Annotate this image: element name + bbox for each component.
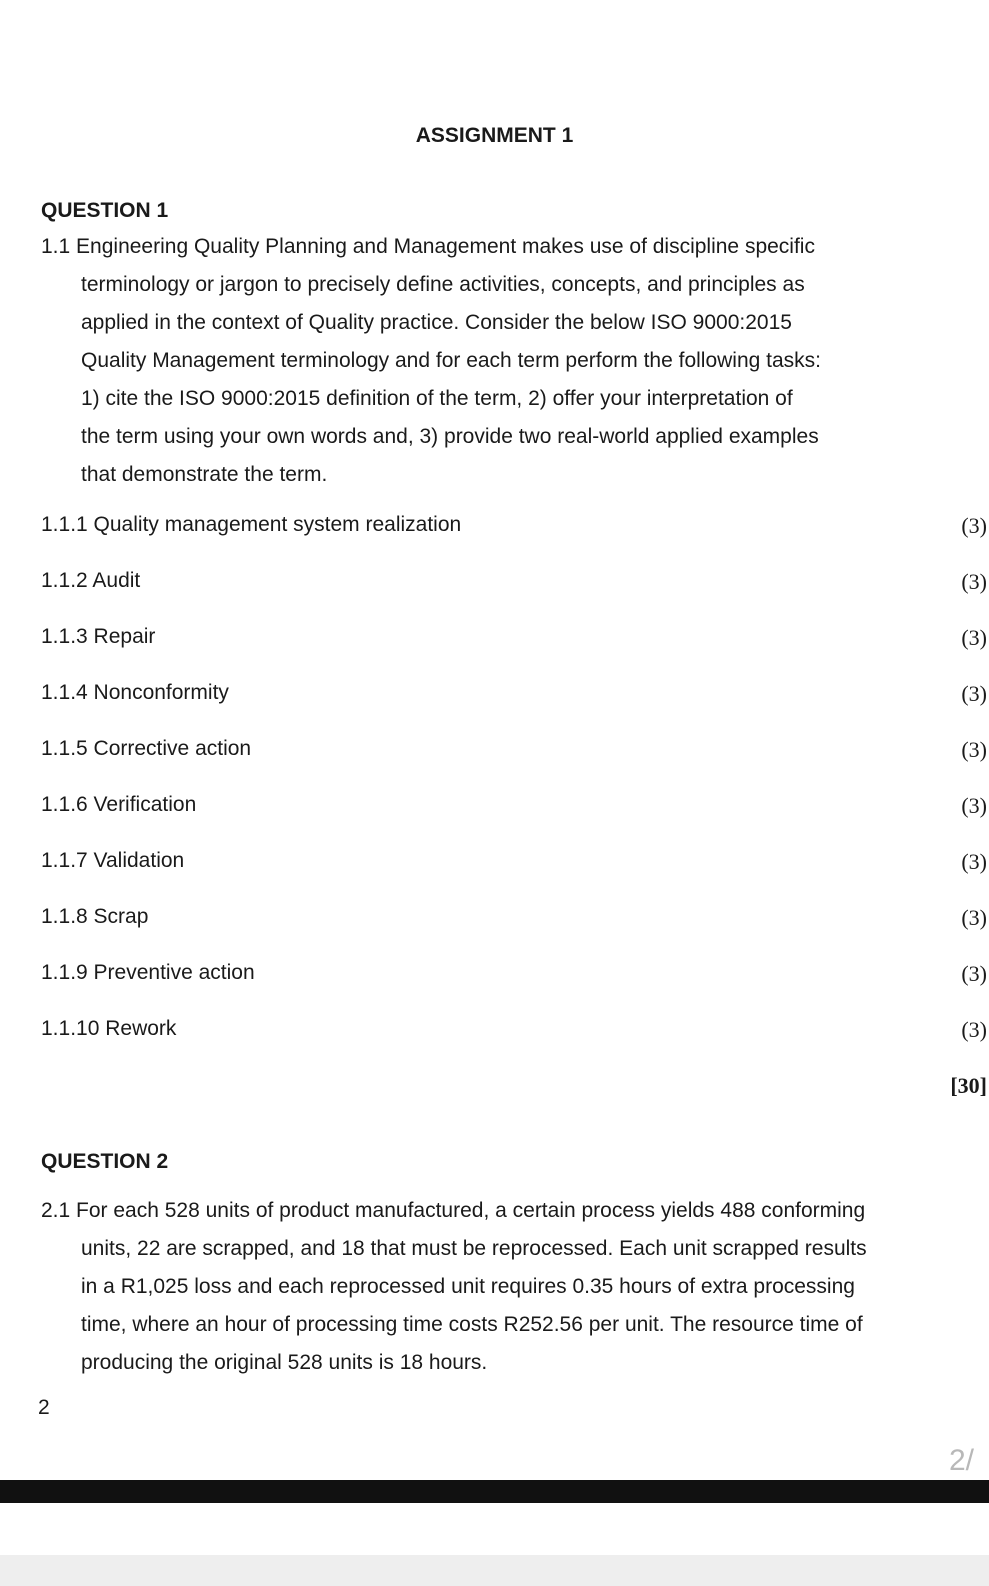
paragraph-line: applied in the context of Quality practice. Consider the below ISO 9000:2015 <box>81 311 792 334</box>
item-marks: (3) <box>961 1017 987 1042</box>
footer-strip <box>0 1555 989 1586</box>
item-marks: (3) <box>961 793 987 818</box>
item-label: 1.1.5 Corrective action <box>41 737 252 760</box>
paragraph-line: in a R1,025 loss and each reprocessed unit requires 0.35 hours of extra processing <box>81 1275 855 1298</box>
item-marks: (3) <box>961 849 987 874</box>
question-item <box>41 1017 987 1047</box>
paragraph-line: time, where an hour of processing time costs R252.56 per unit. The resource time of <box>81 1313 863 1336</box>
question-item <box>41 849 987 879</box>
question-number: 1.1 <box>41 235 71 258</box>
item-marks: (3) <box>961 961 987 986</box>
item-label: 1.1.1 Quality management system realization <box>41 513 462 536</box>
paragraph-line: units, 22 are scrapped, and 18 that must be reprocessed. Each unit scrapped results <box>81 1237 867 1260</box>
paragraph-line: 1.1 Engineering Quality Planning and Management makes use of discipline specific <box>41 235 815 258</box>
page-title: ASSIGNMENT 1 <box>415 124 574 147</box>
item-marks: (3) <box>961 905 987 930</box>
question-item <box>41 625 987 655</box>
question-item <box>41 681 987 711</box>
question-2-1-paragraph <box>41 1192 921 1382</box>
item-marks: (3) <box>961 569 987 594</box>
question-item <box>41 961 987 991</box>
paragraph-line: terminology or jargon to precisely define activities, concepts, and principles as <box>81 273 805 296</box>
item-label: 1.1.7 Validation <box>41 849 185 872</box>
item-marks: (3) <box>961 737 987 762</box>
paragraph-line: 1) cite the ISO 9000:2015 definition of the term, 2) offer your interpretation of <box>81 387 793 410</box>
question-item <box>41 793 987 823</box>
question-2-heading: QUESTION 2 <box>41 1150 169 1173</box>
item-label: 1.1.6 Verification <box>41 793 197 816</box>
paragraph-line: producing the original 528 units is 18 hours. <box>81 1351 488 1374</box>
question-item <box>41 569 987 599</box>
page-number: 2 <box>38 1396 50 1419</box>
question-item <box>41 737 987 767</box>
question-item <box>41 905 987 935</box>
item-label: 1.1.8 Scrap <box>41 905 149 928</box>
paragraph-line: the term using your own words and, 3) provide two real-world applied examples <box>81 425 819 448</box>
viewer-bottom-bar <box>0 1480 989 1503</box>
item-label: 1.1.4 Nonconformity <box>41 681 229 704</box>
question-item <box>41 513 987 543</box>
question-1-total-marks: [30] <box>950 1073 987 1098</box>
question-1-1-paragraph <box>41 228 921 494</box>
item-marks: (3) <box>961 513 987 538</box>
paragraph-line: that demonstrate the term. <box>81 463 328 486</box>
paragraph-line: 2.1 For each 528 units of product manufactured, a certain process yields 488 conforming <box>41 1199 866 1222</box>
question-1-heading: QUESTION 1 <box>41 199 169 222</box>
page-indicator: 2/ <box>949 1444 975 1477</box>
item-marks: (3) <box>961 625 987 650</box>
item-marks: (3) <box>961 681 987 706</box>
question-number: 2.1 <box>41 1199 71 1222</box>
item-label: 1.1.10 Rework <box>41 1017 177 1040</box>
paragraph-line: Quality Management terminology and for each term perform the following tasks: <box>81 349 822 372</box>
item-label: 1.1.3 Repair <box>41 625 156 648</box>
item-label: 1.1.2 Audit <box>41 569 141 592</box>
item-label: 1.1.9 Preventive action <box>41 961 255 984</box>
